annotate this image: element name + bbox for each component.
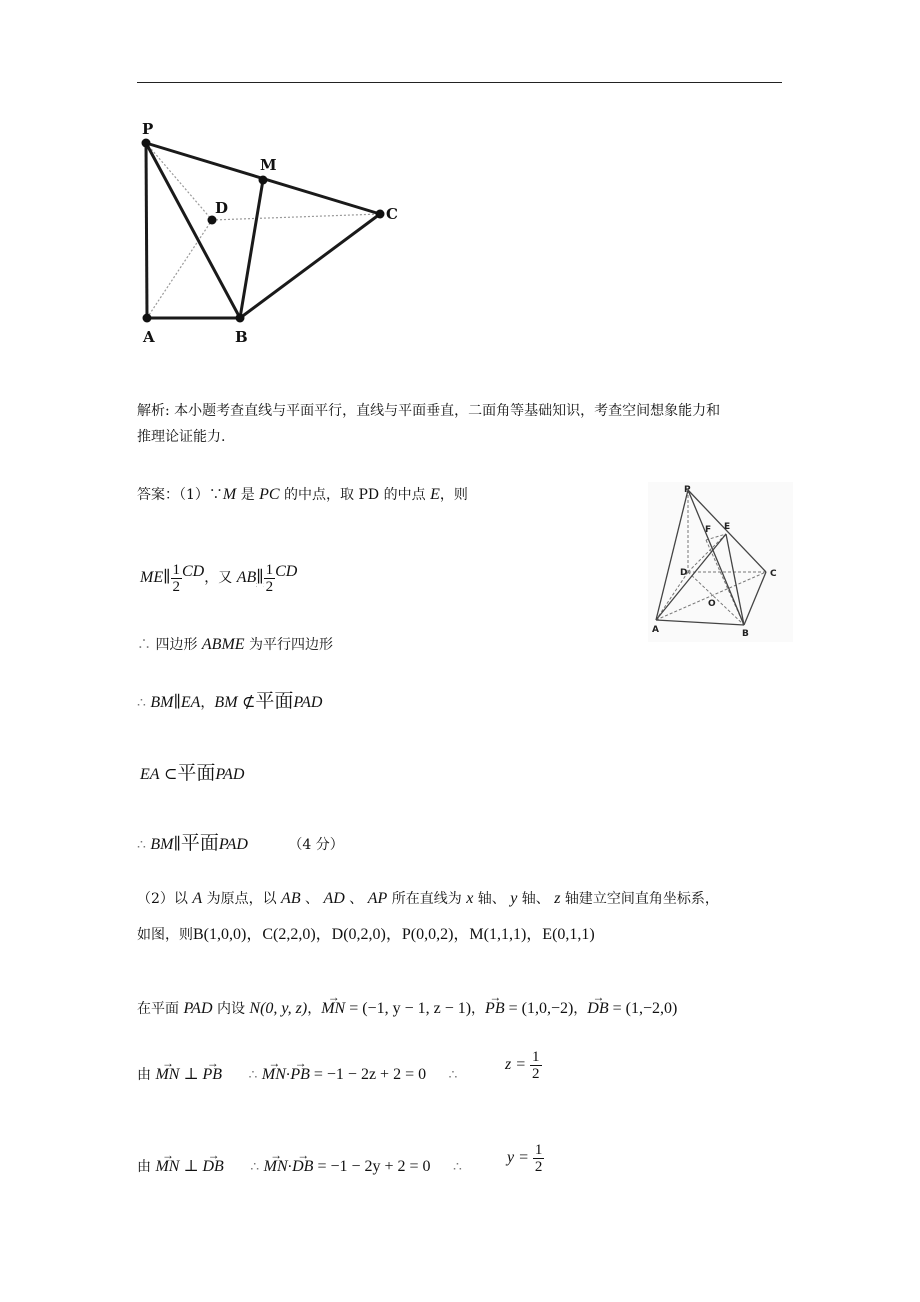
label-C: C bbox=[386, 205, 398, 223]
part2-line-5: 由 → MN ⊥ → DB ∴ → MN·→ DB = −1 − 2y + 2 = 0 ∴ bbox=[137, 1158, 462, 1176]
label-A: A bbox=[143, 328, 155, 346]
analysis-line-2: 推理论证能力. bbox=[137, 429, 226, 445]
label2-P: P bbox=[684, 485, 691, 495]
analysis-text bbox=[137, 398, 720, 450]
answer-line-5: EA ⊂平面PAD bbox=[140, 762, 245, 784]
label2-E: E bbox=[724, 522, 731, 532]
label-M: M bbox=[260, 156, 277, 174]
fraction-half: $\frac{1}{2}$ bbox=[532, 1048, 540, 1082]
y-value: y = $\frac{1}{2}$ bbox=[507, 1141, 543, 1175]
label-P: P bbox=[142, 120, 154, 138]
answer-line-3: ∴ 四边形 ABME 为平行四边形 bbox=[137, 636, 334, 653]
part2-line-2: 如图，则B(1,0,0)，C(2,2,0)，D(0,2,0)，P(0,0,2)，M(1,1,1)，E(0,1,1) bbox=[137, 926, 595, 943]
part2-line-3: 在平面 PAD 内设 N(0, y, z)，→ MN = (−1, y − 1, z − 1)，→ PB = (1,0,−2)，→ DB = (1,−2,0) bbox=[137, 1000, 677, 1018]
part2-line-4: 由 → MN ⊥ → PB ∴ → MN·→ PB = −1 − 2z + 2 = 0 ∴ bbox=[137, 1066, 457, 1084]
answer-line-1: 答案：（1）∵M 是 PC 的中点，取 PD 的中点 E，则 bbox=[137, 486, 468, 503]
label2-C: C bbox=[770, 569, 777, 579]
pyramid-figure bbox=[130, 110, 420, 350]
fraction-half: $\frac{1}{2}$ bbox=[265, 561, 274, 595]
label2-D: D bbox=[680, 568, 688, 578]
answer-line-4: ∴ BM∥EA，BM ⊄平面PAD bbox=[137, 690, 323, 712]
label-B: B bbox=[235, 328, 248, 346]
label2-B: B bbox=[742, 629, 749, 639]
label2-A: A bbox=[652, 625, 659, 635]
z-value: z = $\frac{1}{2}$ bbox=[505, 1048, 540, 1082]
analysis-line-1: 解析: 本小题考查直线与平面平行，直线与平面垂直，二面角等基础知识，考查空间想象能力和 bbox=[137, 403, 721, 419]
answer-line-6: ∴ BM∥平面PAD （4 分） bbox=[137, 832, 344, 854]
label2-O: O bbox=[708, 599, 716, 609]
label-D: D bbox=[215, 199, 229, 217]
coordinate-figure bbox=[648, 482, 793, 642]
part2-line-1: （2）以 A 为原点，以 AB 、 AD 、 AP 所在直线为 x 轴、 y 轴、 z 轴建立空间直角坐标系， bbox=[137, 890, 719, 907]
fraction-half: $\frac{1}{2}$ bbox=[534, 1141, 543, 1175]
answer-line-2: ME∥ $\frac{1}{2}$ CD，又 AB∥ $\frac{1}{2}$ CD bbox=[140, 561, 298, 595]
label2-F: F bbox=[705, 525, 712, 535]
fraction-half: $\frac{1}{2}$ bbox=[172, 561, 180, 595]
header-rule bbox=[137, 82, 782, 83]
